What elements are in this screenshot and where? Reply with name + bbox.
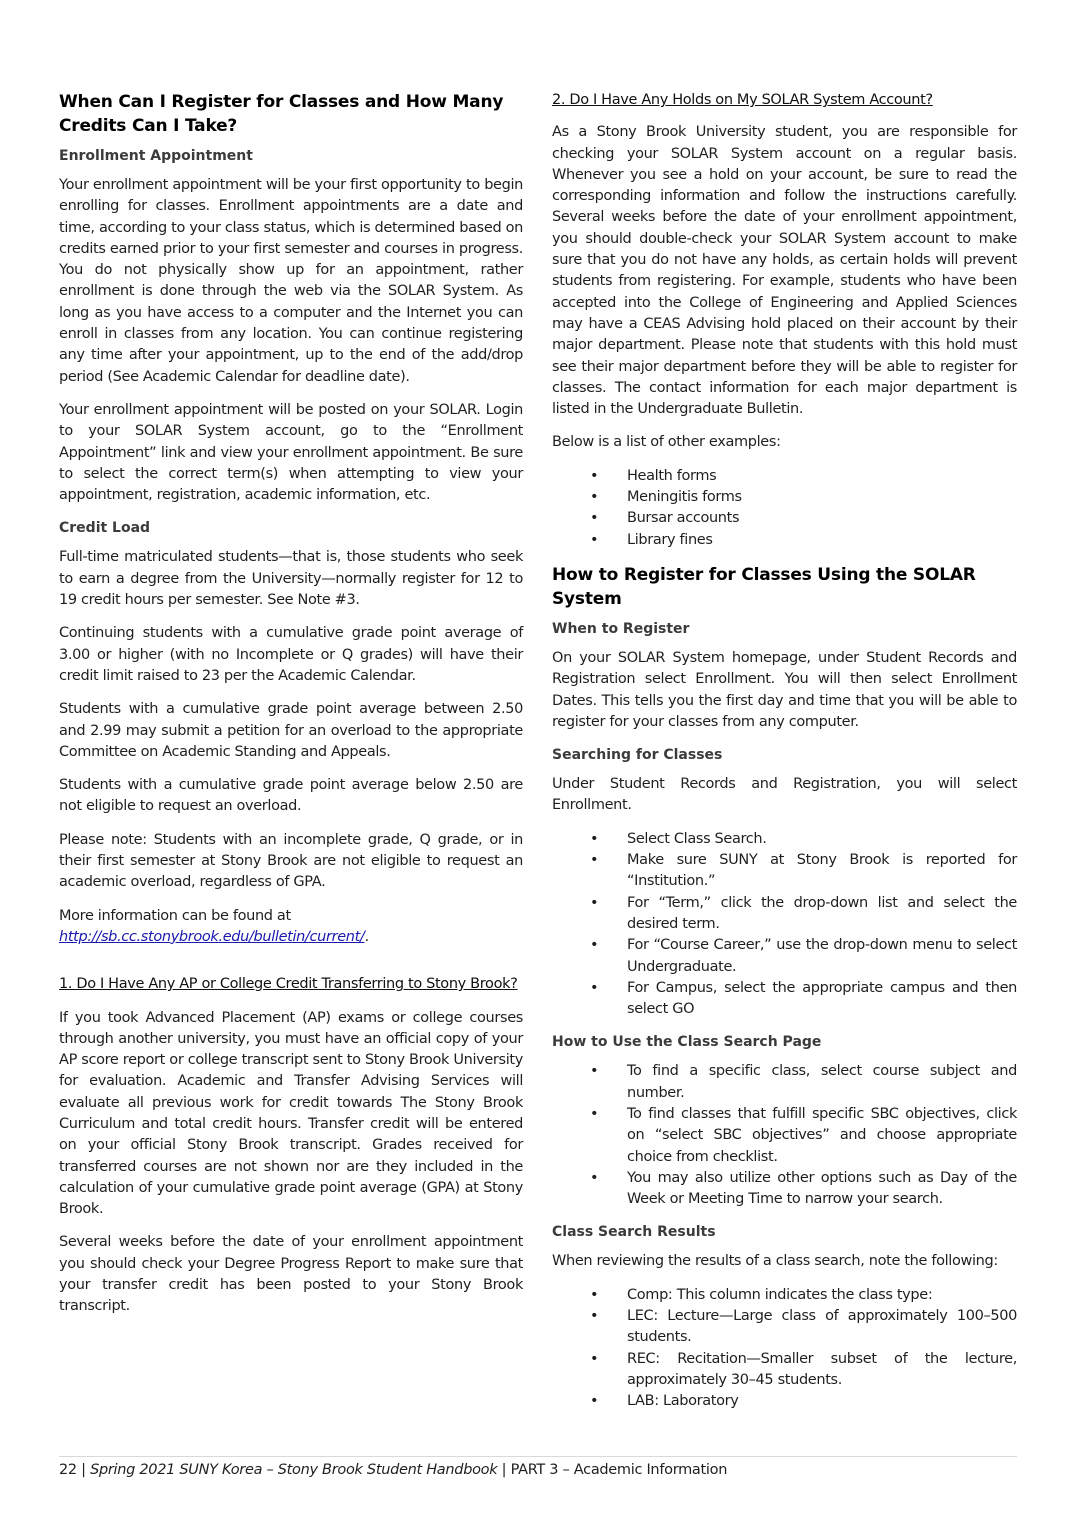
paragraph: Please note: Students with an incomplete grade, Q grade, or in their first semester at Stony Brook are not eligible to request an academic overload, regardless of GPA. xyxy=(59,831,523,891)
list-item: • You may also utilize other options such as Day of the Week or Meeting Time to narrow your search. xyxy=(590,1169,1017,1208)
paragraph: Students with a cumulative grade point average below 2.50 are not eligible to request an overload. xyxy=(59,777,523,815)
bullet-icon: • xyxy=(590,1308,599,1325)
list-item: • Bursar accounts xyxy=(552,508,1017,529)
bullet-icon: • xyxy=(590,1169,599,1186)
list-item: • Comp: This column indicates the class type: xyxy=(552,1285,1017,1306)
subheading-credit-load: Credit Load xyxy=(59,520,151,537)
more-info-paragraph xyxy=(59,906,523,949)
bullet-icon: • xyxy=(590,1286,599,1303)
bullet-icon: • xyxy=(590,852,599,869)
footer-separator: | xyxy=(76,1462,91,1478)
bullet-icon: • xyxy=(590,894,599,911)
bullet-icon: • xyxy=(590,1393,599,1410)
paragraph: Full-time matriculated students—that is, those students who seek to earn a degree from the University—normally register for 12 to 19 credit hours per semester. See Note #3. xyxy=(59,549,523,609)
paragraph: Continuing students with a cumulative grade point average of 3.00 or higher (with no Incomplete or Q grades) will have their credit limit raised to 23 per the Academic Calendar. xyxy=(59,625,523,684)
footer-divider xyxy=(59,1456,1017,1457)
section-heading-register: When Can I Register for Classes and How Many Credits Can I Take? xyxy=(59,92,504,136)
list-item: • LEC: Lecture—Large class of approximately 100–500 students. xyxy=(590,1308,1017,1346)
list-item: • For “Term,” click the drop-down list and select the desired term. xyxy=(590,894,1017,932)
paragraph: On your SOLAR System homepage, under Student Records and Registration select Enrollment. You will then select Enrollment Dates. This tells you the first day and time that you will be able to register for your classes from any computer. xyxy=(552,649,1017,730)
holds-examples-list xyxy=(552,466,1017,551)
paragraph: Your enrollment appointment will be posted on your SOLAR. Login to your SOLAR System account, go to the “Enrollment Appointment” link and view your enrollment appointment. Be sure to select the correct term(s) when attempting to view your appointment, registration, academic information, etc. xyxy=(59,401,523,504)
bullet-icon: • xyxy=(590,489,599,506)
handbook-title: Spring 2021 SUNY Korea – Stony Brook Student Handbook xyxy=(90,1462,498,1478)
bullet-icon: • xyxy=(590,1350,599,1367)
subheading-searching-for-classes: Searching for Classes xyxy=(552,747,723,764)
paragraph: Several weeks before the date of your enrollment appointment you should check your Degree Progress Report to make sure that your transfer credit has been posted to your Stony Brook transcript. xyxy=(59,1234,523,1315)
paragraph: Students with a cumulative grade point average between 2.50 and 2.99 may submit a petition for an overload to the appropriate Committee on Academic Standing and Appeals. xyxy=(59,701,523,760)
list-item: • Meningitis forms xyxy=(552,487,1017,508)
search-steps-list xyxy=(552,829,1017,1021)
bullet-icon: • xyxy=(590,830,599,847)
page-number: 22 xyxy=(59,1462,77,1478)
section-heading-solar-register: How to Register for Classes Using the SOLAR System xyxy=(552,564,976,609)
paragraph: If you took Advanced Placement (AP) exams or college courses through another university, you must have an official copy of your AP score report or college transcript sent to Stony Brook University for evaluation. Academic and Transfer Advising Services will evaluate all previous work for credit towards The Stony Brook Curriculum and total credit hours. Transfer credit will be entered on your official Stony Brook transcript. Grades received for transferred courses are not shown nor are they included in the calculation of your cumulative grade point average (GPA) at Stony Brook. xyxy=(59,1009,523,1218)
list-item: • To find a specific class, select course subject and number. xyxy=(590,1063,1017,1101)
list-item: • Health forms xyxy=(552,466,1017,487)
link-suffix: . xyxy=(364,928,369,945)
list-item: • REC: Recitation—Smaller subset of the lecture, approximately 30–45 students. xyxy=(590,1350,1017,1388)
bullet-icon: • xyxy=(590,467,599,484)
footer-separator: | xyxy=(497,1462,511,1478)
paragraph: Under Student Records and Registration, you will select Enrollment. xyxy=(552,776,1017,814)
list-item: • Library fines xyxy=(552,530,1017,551)
page-footer xyxy=(59,1460,727,1481)
bullet-icon: • xyxy=(590,531,599,548)
bullet-icon: • xyxy=(590,979,599,996)
more-info-text: More information can be found at xyxy=(59,907,291,924)
list-item: • For “Course Career,” use the drop-down menu to select Undergraduate. xyxy=(590,937,1017,975)
class-search-page-list xyxy=(552,1061,1017,1210)
list-item: • LAB: Laboratory xyxy=(552,1391,1017,1412)
subheading-when-to-register: When to Register xyxy=(552,620,690,637)
bullet-icon: • xyxy=(590,937,599,954)
list-item: • For Campus, select the appropriate campus and then select GO xyxy=(590,979,1017,1018)
left-column xyxy=(59,90,523,1330)
paragraph: As a Stony Brook University student, you are responsible for checking your SOLAR System account on a regular basis. Whenever you see a hold on your account, be sure to read the corresponding information and follow the instructions carefully. Several weeks before the date of your enrollment appointment, you should double-check your SOLAR System account to make sure that you do not have any holds, as certain holds will prevent students from registering. For example, students who have been accepted into the College of Engineering and Applied Sciences may have a CEAS Advising hold placed on their account by their major department. Please note that students with this hold must see their major department before they will be able to register for classes. The contact information for each major department is listed in the Undergraduate Bulletin. xyxy=(552,124,1017,418)
question-heading-ap-credit: 1. Do I Have Any AP or College Credit Transferring to Stony Brook? xyxy=(59,976,518,993)
right-column xyxy=(552,90,1017,1425)
part-title: PART 3 – Academic Information xyxy=(510,1462,728,1478)
paragraph: Your enrollment appointment will be your first opportunity to begin enrolling for classes. Enrollment appointments are a date and time, according to your class status, which is determined based on credits earned prior to your first semester and courses in progress. You do not physically show up for an appointment, rather enrollment is done through the web via the SOLAR System. As long as you have access to a computer and the Internet you can enroll in classes from any location. You can continue registering any time after your appointment, up to the end of the add/drop period (See Academic Calendar for deadline date). xyxy=(59,177,523,385)
subheading-enrollment-appointment: Enrollment Appointment xyxy=(59,148,253,164)
paragraph: When reviewing the results of a class search, note the following: xyxy=(552,1253,998,1270)
paragraph: Below is a list of other examples: xyxy=(552,434,781,451)
bullet-icon: • xyxy=(590,1063,599,1080)
bullet-icon: • xyxy=(590,510,599,527)
bulletin-link[interactable]: http://sb.cc.stonybrook.edu/bulletin/current/ xyxy=(59,928,365,945)
question-heading-holds: 2. Do I Have Any Holds on My SOLAR System Account? xyxy=(552,92,933,108)
bullet-icon: • xyxy=(590,1105,599,1122)
list-item: • Select Class Search. xyxy=(552,829,1017,850)
subheading-class-search-page: How to Use the Class Search Page xyxy=(552,1034,822,1051)
list-item: • To find classes that fulfill specific SBC objectives, click on “select SBC objectives” and choose appropriate choice from checklist. xyxy=(590,1105,1017,1165)
class-search-results-list xyxy=(552,1285,1017,1413)
list-item: • Make sure SUNY at Stony Brook is reported for “Institution.” xyxy=(590,852,1017,890)
subheading-class-search-results: Class Search Results xyxy=(552,1224,716,1241)
